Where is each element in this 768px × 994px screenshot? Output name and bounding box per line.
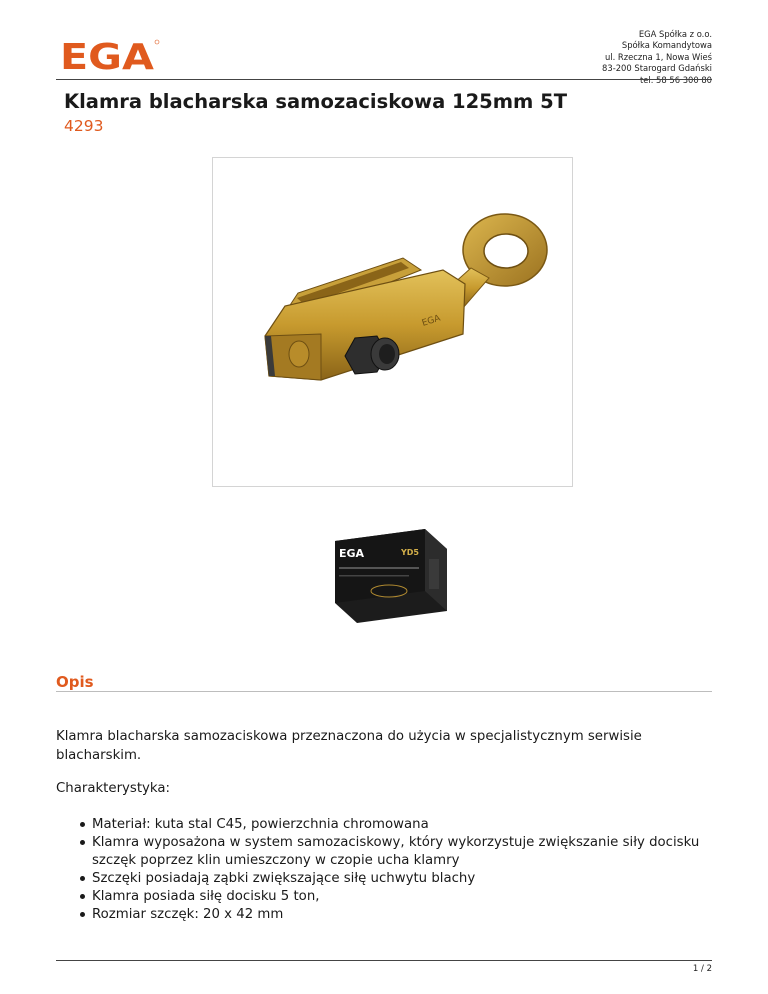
ega-logo — [60, 38, 160, 72]
product-title: Klamra blacharska samozaciskowa 125mm 5T — [64, 90, 568, 113]
company-line: ul. Rzeczna 1, Nowa Wieś — [604, 51, 712, 62]
clamp-photo — [213, 158, 572, 486]
section-divider — [56, 691, 712, 692]
company-info — [602, 29, 712, 86]
company-phone: tel. 58 56 300 80 — [639, 74, 712, 85]
feature-item: Materiał: kuta stal C45, powierzchnia chromowana — [80, 816, 710, 834]
footer-divider — [56, 960, 712, 961]
feature-item: Klamra posiada siłę docisku 5 ton, — [80, 888, 710, 906]
feature-item: Szczęki posiadają ząbki zwiększające siłę uchwytu blachy — [80, 870, 710, 888]
box-model: YD5 — [401, 548, 419, 557]
features-label: Charakterystyka: — [56, 781, 171, 796]
description-intro: Klamra blacharska samozaciskowa przeznaczona do użycia w specjalistycznym serwisie blacharskim. — [56, 729, 642, 763]
section-heading-description: Opis — [56, 673, 94, 691]
product-code: 4293 — [64, 117, 104, 135]
packaging-box-thumbnail — [329, 519, 451, 631]
company-line: Spółka Komandytowa — [621, 40, 712, 51]
features-list — [80, 816, 710, 924]
company-line: 83-200 Starogard Gdański — [602, 63, 712, 74]
svg-text:EGA: EGA — [420, 313, 442, 329]
registered-mark — [155, 40, 159, 44]
logo-text: EGA — [60, 38, 155, 72]
page-number: 1 / 2 — [692, 964, 712, 974]
box-brand: EGA — [339, 547, 365, 560]
company-line: EGA Spółka z o.o. — [638, 29, 712, 39]
product-main-image — [212, 157, 573, 487]
feature-item: Rozmiar szczęk: 20 x 42 mm — [80, 906, 710, 924]
feature-item: Klamra wyposażona w system samozaciskowy, który wykorzystuje zwiększanie siły docisku szczęk poprzez klin umieszczony w czopie ucha klamry — [80, 834, 710, 870]
header-divider — [56, 79, 712, 80]
